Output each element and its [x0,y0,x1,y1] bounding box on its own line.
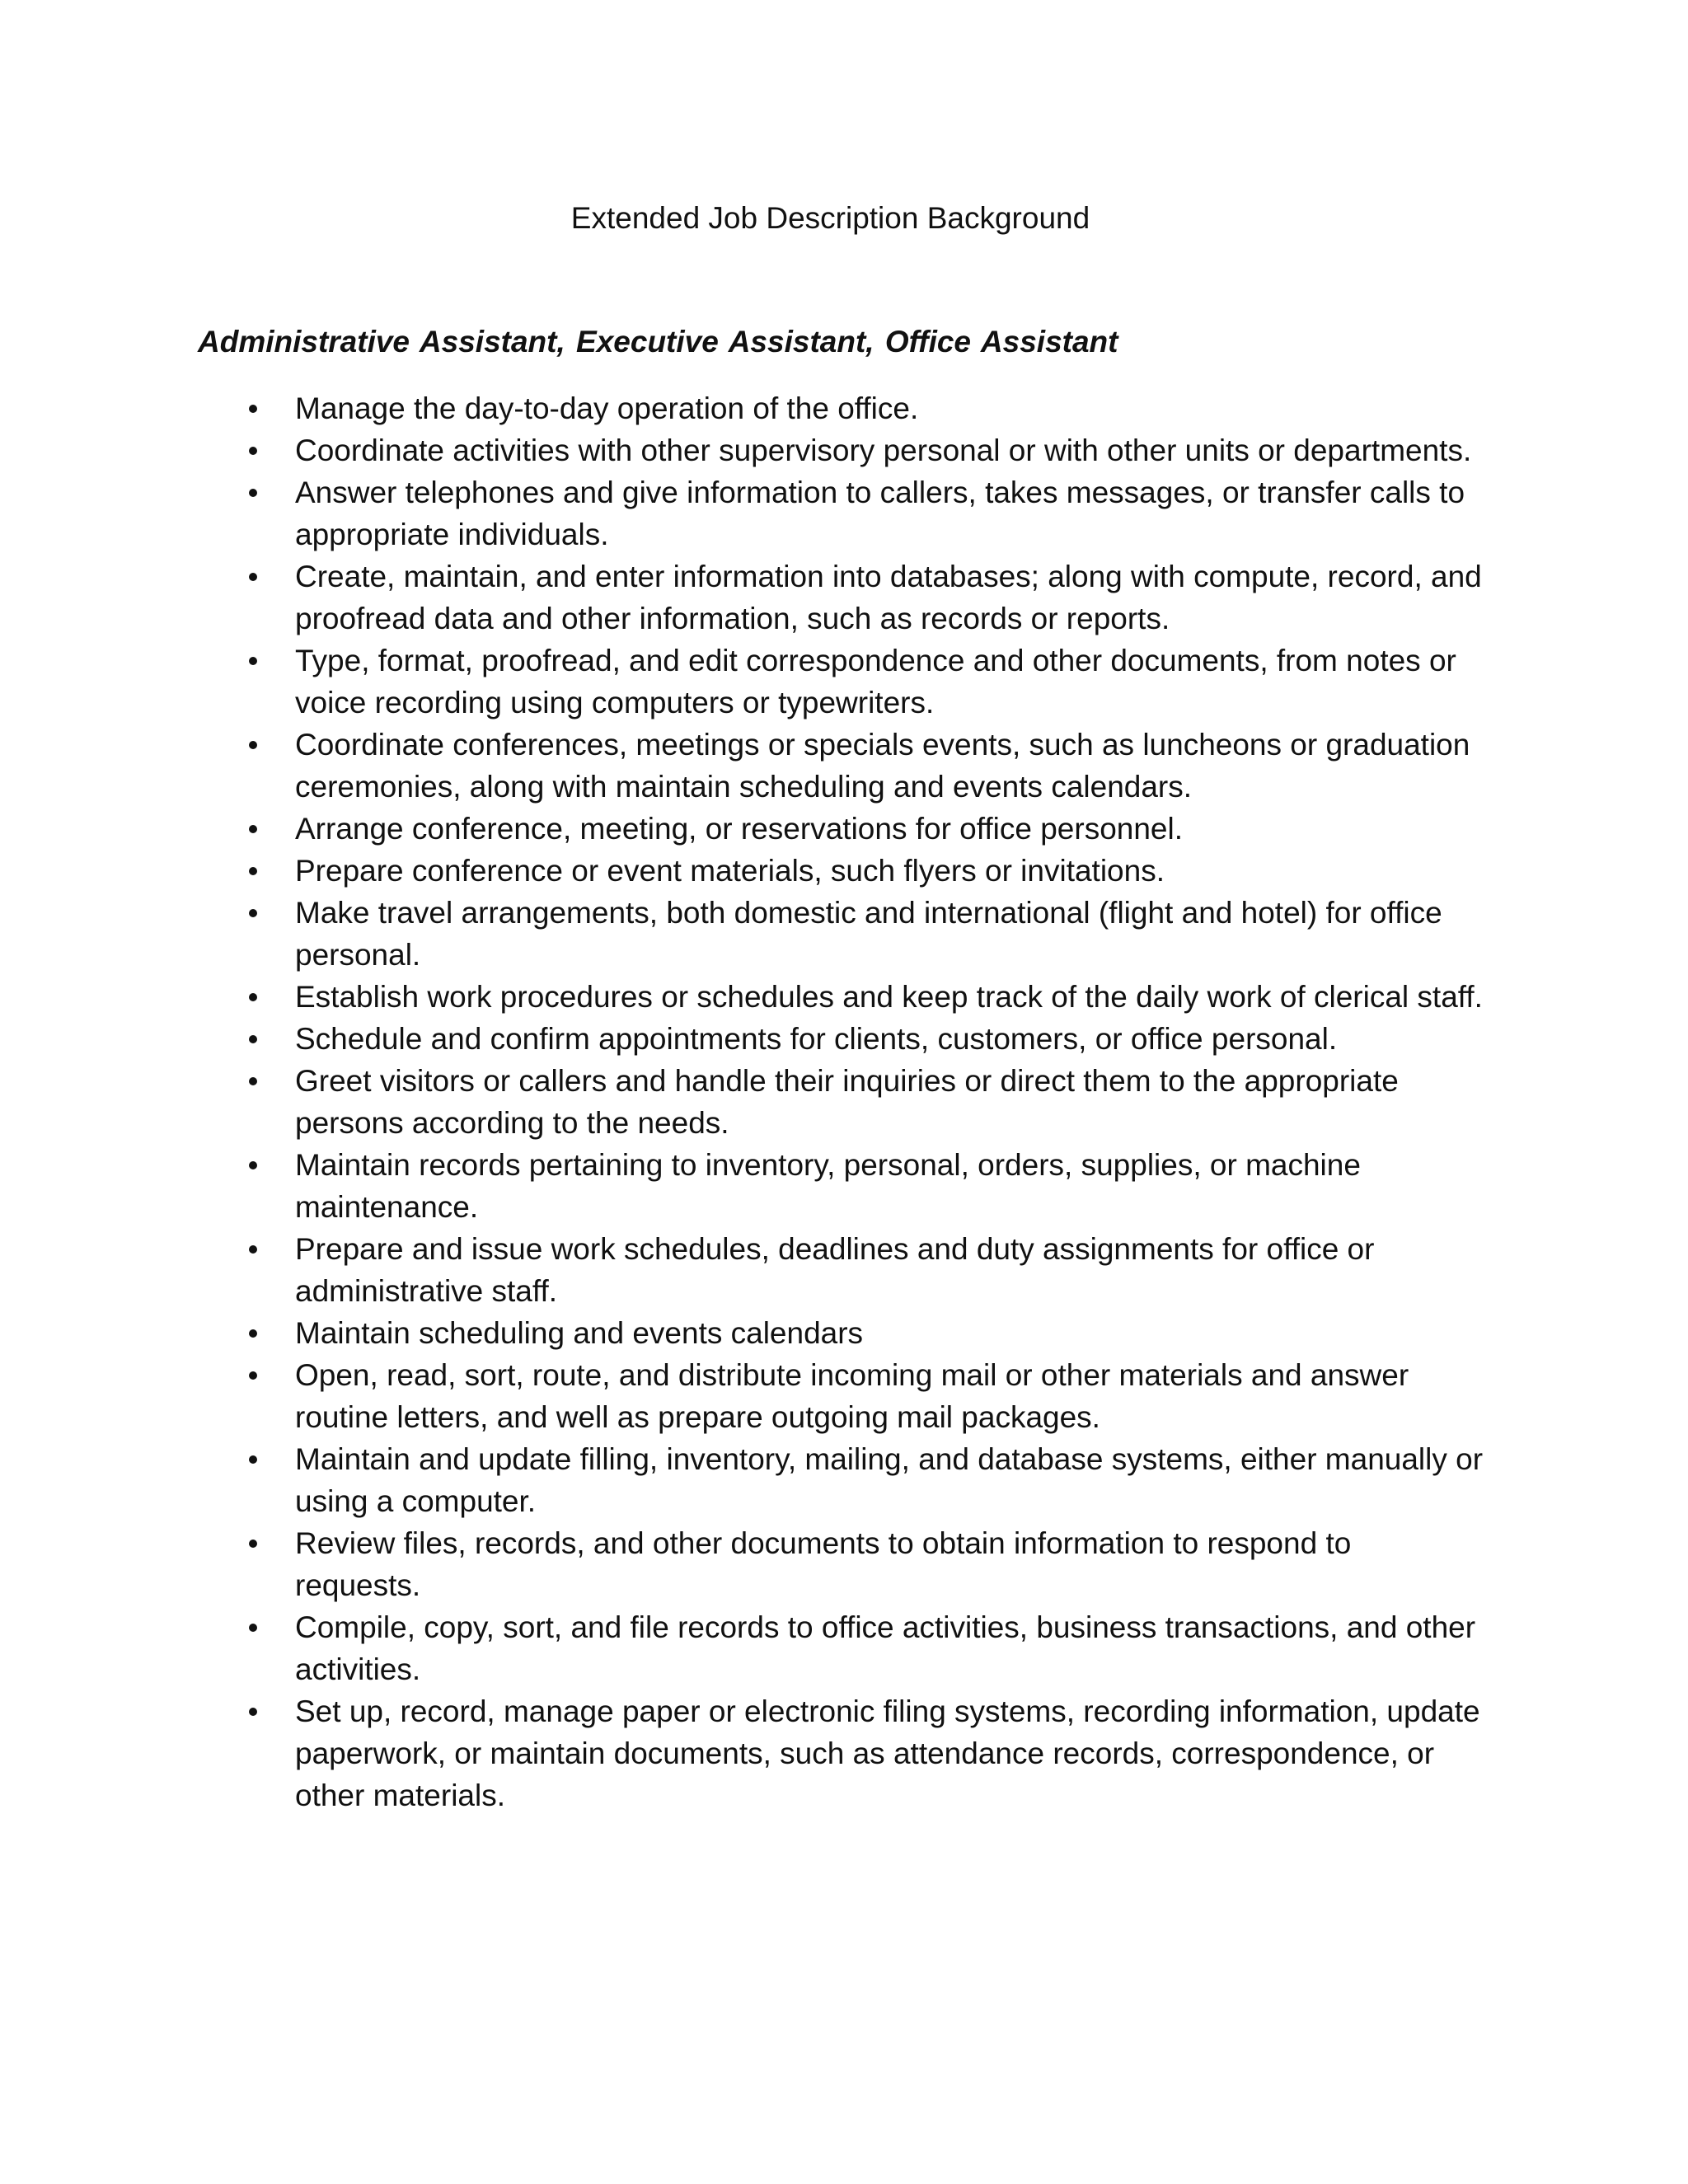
duty-text: Review files, records, and other documents to obtain information to respond to requests. [295,1526,1352,1602]
duty-text: Prepare and issue work schedules, deadlines and duty assignments for office or administrative staff. [295,1232,1375,1308]
duty-text: Open, read, sort, route, and distribute incoming mail or other materials and answer routine letters, and well as prepare outgoing mail packages. [295,1358,1409,1434]
duty-text: Make travel arrangements, both domestic and international (flight and hotel) for office personal. [295,896,1442,972]
duty-text: Coordinate conferences, meetings or specials events, such as luncheons or graduation ceremonies, along with maintain scheduling and events calendars. [295,728,1470,804]
bullet-icon [249,1708,257,1716]
bullet-icon [249,1077,257,1085]
duty-text: Arrange conference, meeting, or reservations for office personnel. [295,812,1184,846]
bullet-icon [249,1371,257,1380]
bullet-icon [249,1245,257,1254]
duty-text: Create, maintain, and enter information into databases; along with compute, record, and proofread data and other information, such as records or reports. [295,560,1482,635]
duty-text: Compile, copy, sort, and file records to office activities, business transactions, and other activities. [295,1610,1476,1686]
bullet-icon [249,1624,257,1632]
bullet-icon [249,825,257,833]
duty-item [198,808,1484,850]
bullet-icon [249,909,257,917]
section-heading: Administrative Assistant, Executive Assistant, Office Assistant [198,325,1118,359]
duty-item [198,1438,1484,1522]
duty-item [198,471,1484,555]
bullet-icon [249,1455,257,1464]
duty-item [198,976,1484,1018]
duty-text: Maintain scheduling and events calendars [295,1316,864,1350]
duty-item [198,850,1484,892]
duty-item [198,1228,1484,1312]
duty-item [198,1522,1484,1606]
duty-text: Prepare conference or event materials, such flyers or invitations. [295,854,1165,888]
duty-text: Greet visitors or callers and handle their inquiries or direct them to the appropriate persons according to the needs. [295,1064,1399,1140]
bullet-icon [249,489,257,497]
duty-item [198,1060,1484,1144]
duty-text: Set up, record, manage paper or electronic filing systems, recording information, update paperwork, or maintain documents, such as attendance records, correspondence, or other materials. [295,1694,1480,1812]
duty-item [198,555,1484,640]
bullet-icon [249,1329,257,1338]
duty-item [198,1018,1484,1060]
bullet-icon [249,1161,257,1169]
duty-item [198,640,1484,724]
duty-item [198,1354,1484,1438]
bullet-icon [249,405,257,413]
duty-text: Type, format, proofread, and edit correspondence and other documents, from notes or voice recording using computers or typewriters. [295,644,1456,719]
duty-text: Maintain and update filling, inventory, mailing, and database systems, either manually or using a computer. [295,1442,1484,1518]
duty-item [198,1690,1484,1816]
bullet-icon [249,447,257,455]
bullet-icon [249,1035,257,1043]
duty-text: Establish work procedures or schedules and keep track of the daily work of clerical staff. [295,980,1483,1014]
bullet-icon [249,741,257,749]
duty-item [198,387,1484,429]
duty-item [198,1312,1484,1354]
duty-text: Answer telephones and give information to callers, takes messages, or transfer calls to appropriate individuals. [295,476,1465,551]
bullet-icon [249,1540,257,1548]
duty-item [198,1606,1484,1690]
duty-item [198,429,1484,471]
duty-text: Schedule and confirm appointments for clients, customers, or office personal. [295,1022,1338,1056]
bullet-icon [249,993,257,1001]
duty-list [198,387,1484,1816]
bullet-icon [249,867,257,875]
bullet-icon [249,573,257,581]
document-title: Extended Job Description Background [570,201,1090,235]
duty-item [198,892,1484,976]
duty-item [198,724,1484,808]
duty-text: Manage the day-to-day operation of the office. [295,391,919,425]
duty-text: Coordinate activities with other supervisory personal or with other units or departments. [295,434,1472,467]
bullet-icon [249,657,257,665]
duty-text: Maintain records pertaining to inventory, personal, orders, supplies, or machine maintenance. [295,1148,1361,1224]
duty-item [198,1144,1484,1228]
